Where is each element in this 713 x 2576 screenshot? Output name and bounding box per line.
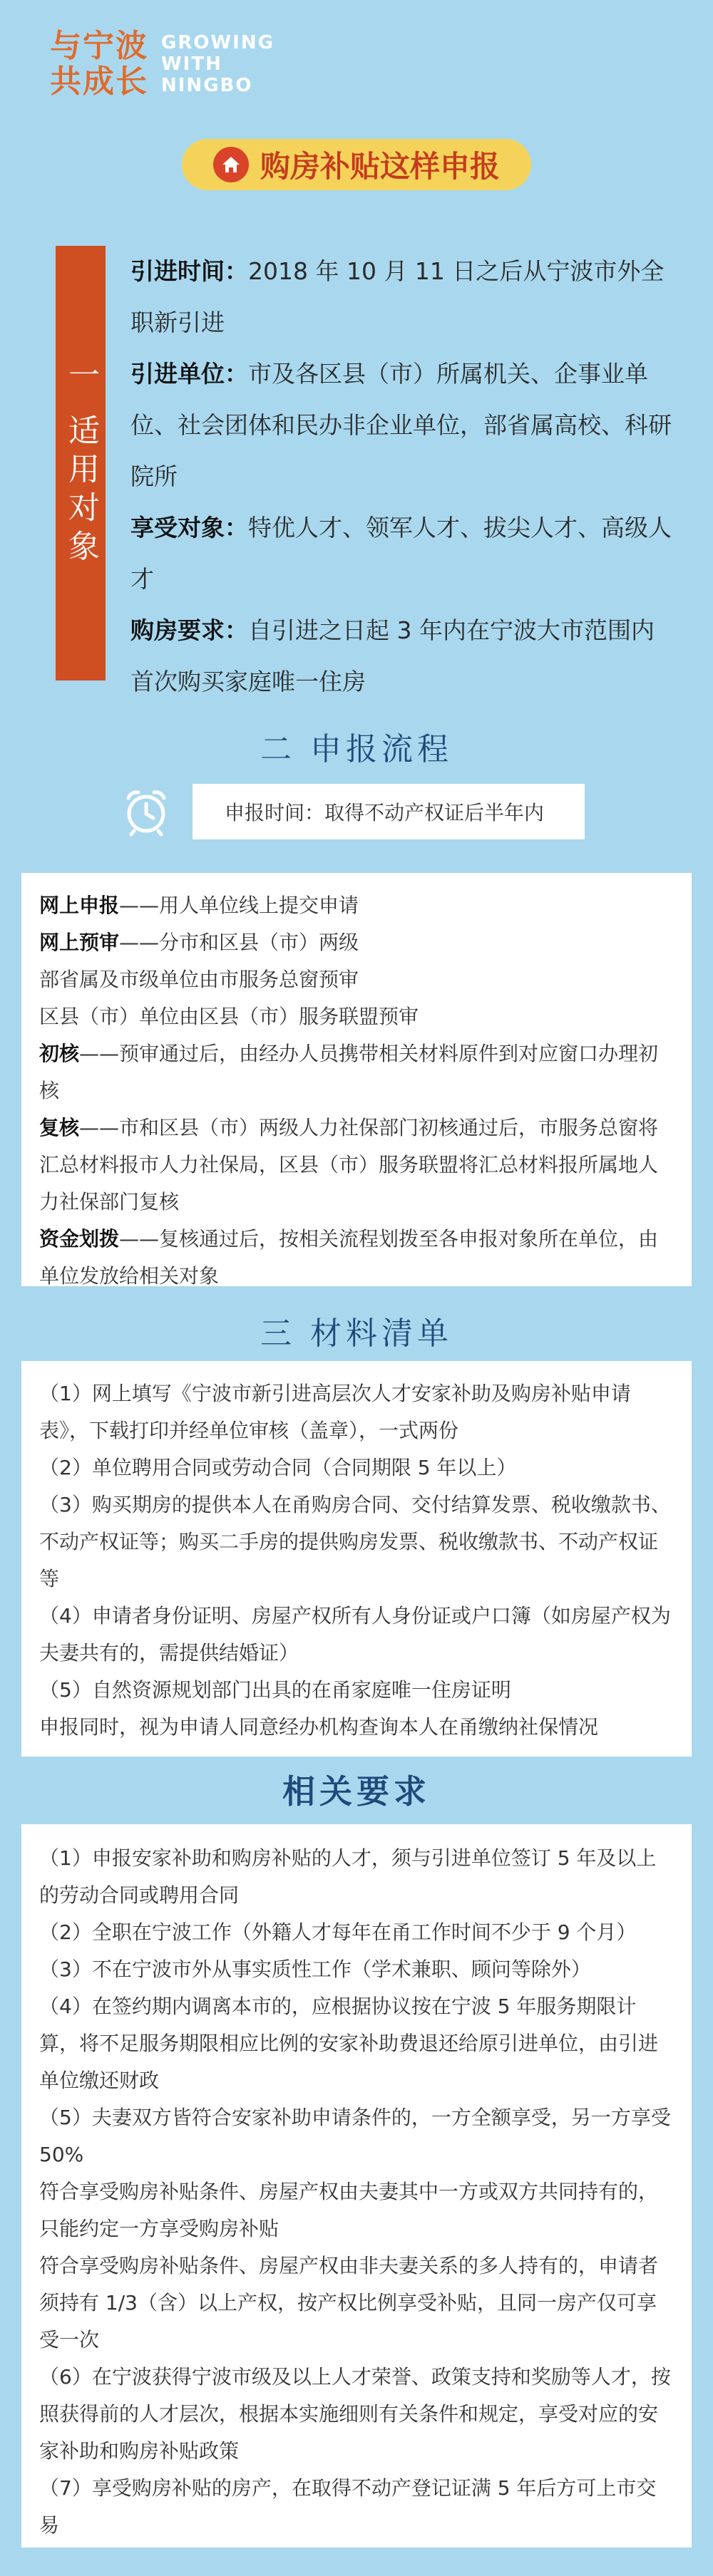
process-line: 复核——市和区县（市）两级人力社保部门初核通过后，市服务总窗将汇总材料报市人力社保局，区县（市）服务联盟将汇总材料报所属地人力社保部门复核 — [39, 1116, 659, 1214]
section-requirements-heading: 相关要求 — [282, 1772, 431, 1811]
materials-line: 申报同时，视为申请人同意经办机构查询本人在甬缴纳社保情况 — [39, 1715, 599, 1739]
logo-cn-line1: 与宁波 — [50, 28, 148, 64]
process-line: 部省属及市级单位由市服务总窗预审 — [39, 968, 359, 991]
eligibility-item: 引进单位：市及各区县（市）所属机关、企事业单位、社会团体和民办非企业单位，部省属高校、科研院所 — [130, 360, 672, 490]
requirements-line: （1）申报安家补助和购房补贴的人才，须与引进单位签订 5 年及以上的劳动合同或聘用合同 — [39, 1846, 657, 1907]
process-line: 初核——预审通过后，由经办人员携带相关材料原件到对应窗口办理初核 — [39, 1042, 659, 1102]
logo-english — [148, 32, 275, 96]
application-time-note: 申报时间：取得不动产权证后半年内 — [193, 784, 585, 839]
section-process-heading: 二 申报流程 — [260, 731, 453, 767]
materials-line: （5）自然资源规划部门出具的在甬家庭唯一住房证明 — [39, 1678, 511, 1702]
requirements-line: （4）在签约期内调离本市的，应根据协议按在宁波 5 年服务期限计算，将不足服务期限相应比例的安家补助费退还给原引进单位，由引进单位缴还财政 — [39, 1995, 659, 2092]
requirements-line: （2）全职在宁波工作（外籍人才每年在甬工作时间不少于 9 个月） — [39, 1920, 637, 1944]
materials-line: （3）购买期房的提供本人在甬购房合同、交付结算发票、税收缴款书、不动产权证等；购买二手房的提供购房发票、税收缴款书、不动产权证等 — [39, 1493, 671, 1590]
requirements-line: （3）不在宁波市外从事实质性工作（学术兼职、顾问等除外） — [39, 1957, 591, 1981]
materials-line: （1）网上填写《宁波市新引进高层次人才安家补助及购房补贴申请表》，下载打印并经单位审核（盖章），一式两份 — [39, 1382, 631, 1442]
section-materials-heading: 三 材料清单 — [260, 1315, 453, 1352]
process-line: 网上申报——用人单位线上提交申请 — [39, 894, 359, 917]
requirements-line: 符合享受购房补贴条件、房屋产权由非夫妻关系的多人持有的，申请者须持有 1/3（含）以上产权，按产权比例享受补贴，且同一房产仅可享受一次 — [39, 2254, 659, 2352]
eligibility-item: 引进时间：2018 年 10 月 11 日之后从宁波市外全职新引进 — [130, 257, 665, 336]
logo-chinese — [50, 29, 148, 100]
requirements-line: （7）享受购房补贴的房产，在取得不动产登记证满 5 年后方可上市交易 — [39, 2476, 657, 2537]
materials-line: （2）单位聘用合同或劳动合同（合同期限 5 年以上） — [39, 1456, 517, 1479]
requirements-card — [21, 1824, 692, 2547]
requirements-line: （5）夫妻双方皆符合安家补助申请条件的，一方全额享受，另一方享受 50% — [39, 2106, 671, 2166]
alarm-clock-icon — [121, 787, 171, 837]
logo-en-line2: WITH — [161, 53, 222, 75]
eligibility-item: 享受对象：特优人才、领军人才、拔尖人才、高级人才 — [130, 514, 672, 593]
section-eligibility-tag: 一 适用对象 — [56, 246, 106, 681]
requirements-line: （6）在宁波获得宁波市级及以上人才荣誉、政策支持和奖励等人才，按照获得前的人才层次，根据本实施细则有关条件和规定，享受对应的安家补助和购房补贴政策 — [39, 2365, 671, 2463]
process-line: 区县（市）单位由区县（市）服务联盟预审 — [39, 1005, 419, 1028]
requirements-line: 符合享受购房补贴条件、房屋产权由夫妻其中一方或双方共同持有的，只能约定一方享受购房补贴 — [39, 2180, 659, 2240]
home-icon — [213, 147, 249, 182]
logo — [50, 29, 275, 100]
materials-card — [21, 1361, 692, 1757]
process-card — [21, 873, 692, 1286]
process-line: 网上预审——分市和区县（市）两级 — [39, 931, 359, 954]
eligibility-item: 购房要求：自引进之日起 3 年内在宁波大市范围内首次购买家庭唯一住房 — [130, 616, 655, 695]
application-time-row — [121, 784, 585, 839]
banner-title-pill — [182, 139, 531, 190]
materials-line: （4）申请者身份证明、房屋产权所有人身份证或户口簿（如房屋产权为夫妻共有的，需提供结婚证） — [39, 1604, 671, 1665]
logo-cn-line2: 共成长 — [50, 63, 148, 100]
logo-en-line3: NINGBO — [161, 75, 253, 96]
section-eligibility-body — [130, 246, 672, 708]
logo-en-line1: GROWING — [161, 32, 275, 53]
process-line: 资金划拨——复核通过后，按相关流程划拨至各申报对象所在单位，由单位发放给相关对象 — [39, 1227, 659, 1288]
banner-title: 购房补贴这样申报 — [260, 149, 500, 184]
